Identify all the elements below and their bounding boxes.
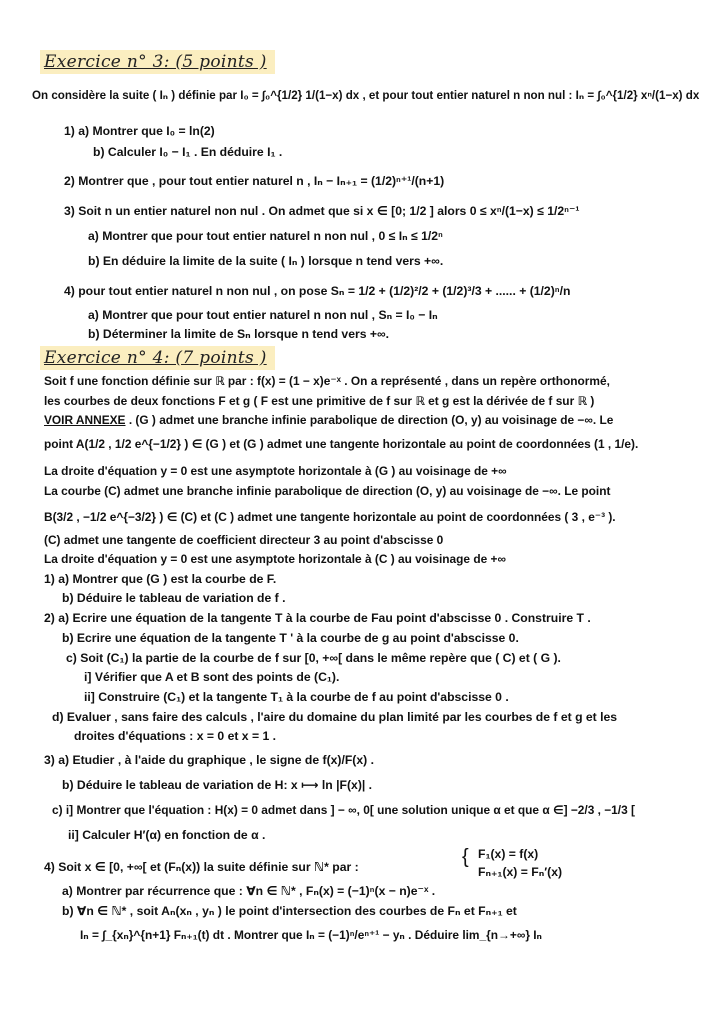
ex4-line-3: VOIR ANNEXE . (G ) admet une branche infinie parabolique de direction (O, y) au voisinage de −∞. Le [44, 413, 614, 427]
ex3-q1a: 1) a) Montrer que I₀ = ln(2) [64, 124, 215, 138]
ex3-q1b: b) Calculer I₀ − I₁ . En déduire I₁ . [93, 145, 283, 159]
ex3-q3a: a) Montrer que pour tout entier naturel n non nul , 0 ≤ Iₙ ≤ 1/2ⁿ [88, 229, 443, 243]
ex3-q4a: a) Montrer que pour tout entier naturel n non nul , Sₙ = I₀ − Iₙ [88, 308, 438, 322]
ex4-q4-sys-2: Fₙ₊₁(x) = Fₙ′(x) [478, 865, 563, 879]
ex4-point-b: B(3/2 , −1/2 e^{−3/2} ) ∈ (C) et (C ) admet une tangente horizontale au point de coordonnées ( 3 , e⁻³ ). [44, 510, 616, 524]
ex3-q4: 4) pour tout entier naturel n non nul , on pose Sₙ = 1/2 + (1/2)²/2 + (1/2)³/3 + ...... + (1/2)ⁿ/n [64, 284, 571, 298]
voir-annexe-link[interactable]: VOIR ANNEXE [44, 413, 126, 427]
ex4-q1b: b) Déduire le tableau de variation de f . [62, 591, 286, 605]
ex4-q4b-integral: Iₙ = ∫_{xₙ}^{n+1} Fₙ₊₁(t) dt . Montrer que Iₙ = (−1)ⁿ/eⁿ⁺¹ − yₙ . Déduire lim_{n→+∞} Iₙ [80, 928, 542, 942]
ex3-q3b: b) En déduire la limite de la suite ( Iₙ ) lorsque n tend vers +∞. [88, 254, 444, 268]
ex4-q2a: 2) a) Ecrire une équation de la tangente T à la courbe de Fau point d'abscisse 0 . Construire T . [44, 611, 591, 625]
ex3-intro: On considère la suite ( Iₙ ) définie par I₀ = ∫₀^{1/2} 1/(1−x) dx , et pour tout entier naturel n non nul : Iₙ = ∫₀^{1/2} xⁿ/(1−x) dx [32, 89, 700, 102]
system-brace: { [462, 846, 469, 868]
ex4-point-a: point A(1/2 , 1/2 e^{−1/2} ) ∈ (G ) et (G ) admet une tangente horizontale au point de coordonnées (1 , 1/e). [44, 437, 639, 451]
ex3-q3: 3) Soit n un entier naturel non nul . On admet que si x ∈ [0; 1/2 ] alors 0 ≤ xⁿ/(1−x) ≤ 1/2ⁿ⁻¹ [64, 204, 580, 218]
ex4-asymptote-c: La droite d'équation y = 0 est une asymptote horizontale à (C ) au voisinage de +∞ [44, 552, 506, 566]
ex4-q2b: b) Ecrire une équation de la tangente T ' à la courbe de g au point d'abscisse 0. [62, 631, 519, 645]
ex4-q3a: 3) a) Etudier , à l'aide du graphique , le signe de f(x)/F(x) . [44, 753, 374, 767]
ex4-q1a: 1) a) Montrer que (G ) est la courbe de F. [44, 572, 277, 586]
ex4-q3b: b) Déduire le tableau de variation de H: x ⟼ ln |F(x)| . [62, 778, 373, 792]
ex4-q4a: a) Montrer par récurrence que : ∀n ∈ ℕ* , Fₙ(x) = (−1)ⁿ(x − n)e⁻ˣ . [62, 884, 436, 898]
ex4-line-2: les courbes de deux fonctions F et g ( F est une primitive de f sur ℝ et g est la dérivée de f sur ℝ ) [44, 394, 595, 408]
ex4-q2d-cont: droites d'équations : x = 0 et x = 1 . [74, 729, 277, 743]
ex3-q4b: b) Déterminer la limite de Sₙ lorsque n tend vers +∞. [88, 327, 390, 341]
ex4-q4: 4) Soit x ∈ [0, +∞[ et (Fₙ(x)) la suite définie sur ℕ* par : [44, 860, 359, 874]
ex3-q2: 2) Montrer que , pour tout entier naturel n , Iₙ − Iₙ₊₁ = (1/2)ⁿ⁺¹/(n+1) [64, 174, 445, 188]
ex4-asymptote-g: La droite d'équation y = 0 est une asymptote horizontale à (G ) au voisinage de +∞ [44, 464, 507, 478]
ex4-q4b: b) ∀n ∈ ℕ* , soit Aₙ(xₙ , yₙ ) le point d'intersection des courbes de Fₙ et Fₙ₊₁ et [62, 904, 517, 918]
exercise-3-title: Exercice n° 3: (5 points ) [40, 50, 275, 74]
ex4-tangent-c: (C) admet une tangente de coefficient directeur 3 au point d'abscisse 0 [44, 533, 444, 547]
ex4-line-1: Soit f une fonction définie sur ℝ par : f(x) = (1 − x)e⁻ˣ . On a représenté , dans un repère orthonormé, [44, 374, 610, 388]
ex4-q2c-ii: ii] Construire (C₁) et la tangente T₁ à la courbe de f au point d'abscisse 0 . [84, 690, 509, 704]
ex4-q2d: d) Evaluer , sans faire des calculs , l'aire du domaine du plan limité par les courbes de f et g et les [52, 710, 618, 724]
ex4-q2c-i: i] Vérifier que A et B sont des points de (C₁). [84, 670, 340, 684]
ex4-q4-sys-1: F₁(x) = f(x) [478, 847, 539, 861]
ex4-q3c-i: c) i] Montrer que l'équation : H(x) = 0 admet dans ] − ∞, 0[ une solution unique α et que α ∈] −2/3 , −1/3 [ [52, 803, 635, 817]
ex4-q3c-ii: ii] Calculer H′(α) en fonction de α . [68, 828, 266, 842]
ex4-curve-c: La courbe (C) admet une branche infinie parabolique de direction (O, y) au voisinage de −∞. Le point [44, 484, 611, 498]
exercise-4-title: Exercice n° 4: (7 points ) [40, 346, 275, 370]
ex4-q2c: c) Soit (C₁) la partie de la courbe de f sur [0, +∞[ dans le même repère que ( C) et ( G ). [66, 651, 561, 665]
